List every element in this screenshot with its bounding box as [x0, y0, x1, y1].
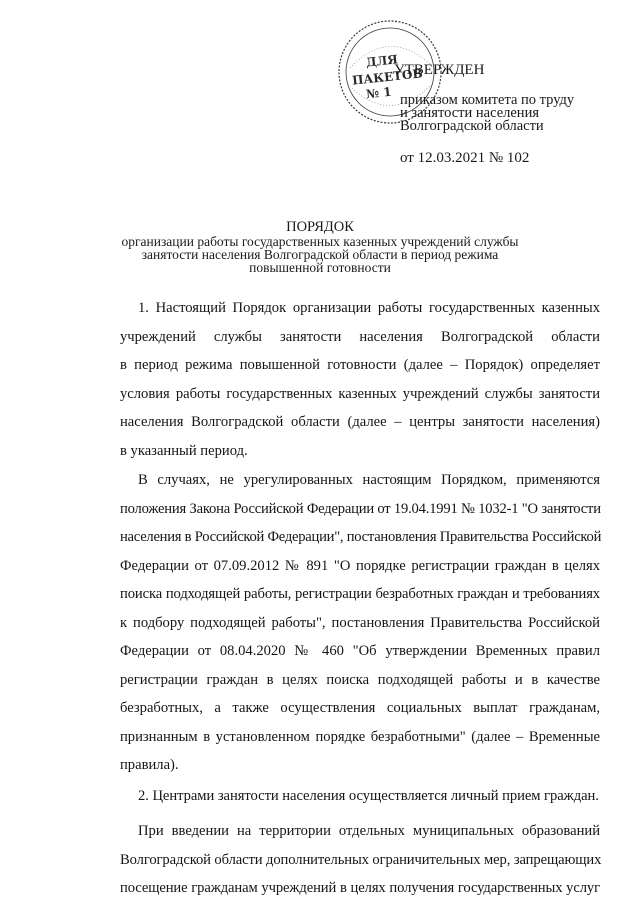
paragraph-1-line: учреждений службы занятости населения Волгоградской области: [120, 328, 600, 345]
approval-line-1: приказом комитета по труду: [400, 92, 575, 108]
approval-title: УТВЕРЖДЕН: [394, 62, 485, 78]
paragraph-1-line: населения Волгоградской области (далее – центры занятости населения): [120, 414, 600, 430]
approval-date: от 12.03.2021 № 102: [400, 150, 530, 166]
paragraph-2-line: регистрации граждан в целях поиска подходящей работы и в качестве: [120, 671, 600, 688]
paragraph-2-line: Федерации от 07.09.2012 № 891 "О порядке регистрации граждан в целях: [120, 557, 600, 574]
paragraph-2-line: населения в Российской Федерации", постановления Правительства Российской: [120, 529, 602, 545]
paragraph-1-line: 1. Настоящий Порядок организации работы государственных казенных: [138, 300, 600, 316]
paragraph-2-line: В случаях, не урегулированных настоящим Порядком, применяются: [138, 472, 600, 488]
paragraph-2-line: Федерации от 08.04.2020 № 460 "Об утверждении Временных правил: [120, 643, 600, 659]
paragraph-4-line: Волгоградской области дополнительных ограничительных мер, запрещающих: [120, 851, 602, 868]
paragraph-2-line: положения Закона Российской Федерации от 19.04.1991 № 1032-1 "О занятости: [120, 500, 601, 517]
title-line-1: организации работы государственных казенных учреждений службы: [121, 234, 519, 249]
paragraph-4: [120, 817, 600, 903]
stamp-line-3: № 1: [365, 84, 393, 102]
paragraph-4-line: При введении на территории отдельных муниципальных образований: [138, 823, 600, 839]
paragraph-1: [120, 294, 600, 465]
paragraph-1-line: условия работы государственных казенных учреждений службы занятости: [120, 385, 600, 402]
paragraph-2-line: к подбору подходящей работы", постановления Правительства Российской: [120, 614, 600, 631]
paragraph-2: [120, 466, 600, 780]
paragraph-1-line: в период режима повышенной готовности (далее – Порядок) определяет: [120, 357, 600, 373]
stamp-line-2: ПАКЕТОВ: [351, 66, 424, 88]
paragraph-2-line: признанным в установленном порядке безработными" (далее – Временные: [120, 728, 600, 745]
title-line-3: повышенной готовности: [249, 260, 391, 275]
title-line-2: занятости населения Волгоградской области в период режима: [141, 247, 499, 262]
paragraph-3: [120, 782, 600, 811]
paragraph-2-line: правила).: [120, 757, 179, 773]
approval-line-3: Волгоградской области: [400, 118, 544, 134]
paragraph-2-line: безработных, а также осуществления социальных выплат гражданам,: [120, 700, 600, 716]
paragraph-3-line: 2. Центрами занятости населения осуществляется личный прием граждан.: [138, 788, 599, 804]
document-title: ПОРЯДОК: [286, 219, 354, 235]
paragraph-1-line: в указанный период.: [120, 442, 248, 459]
approval-line-2: и занятости населения: [400, 105, 539, 121]
paragraph-4-line: посещение гражданам учреждений в целях получения государственных услуг: [120, 880, 600, 896]
paragraph-2-line: поиска подходящей работы, регистрации безработных граждан и требованиях: [120, 586, 600, 602]
stamp-line-1: ДЛЯ: [365, 52, 399, 70]
